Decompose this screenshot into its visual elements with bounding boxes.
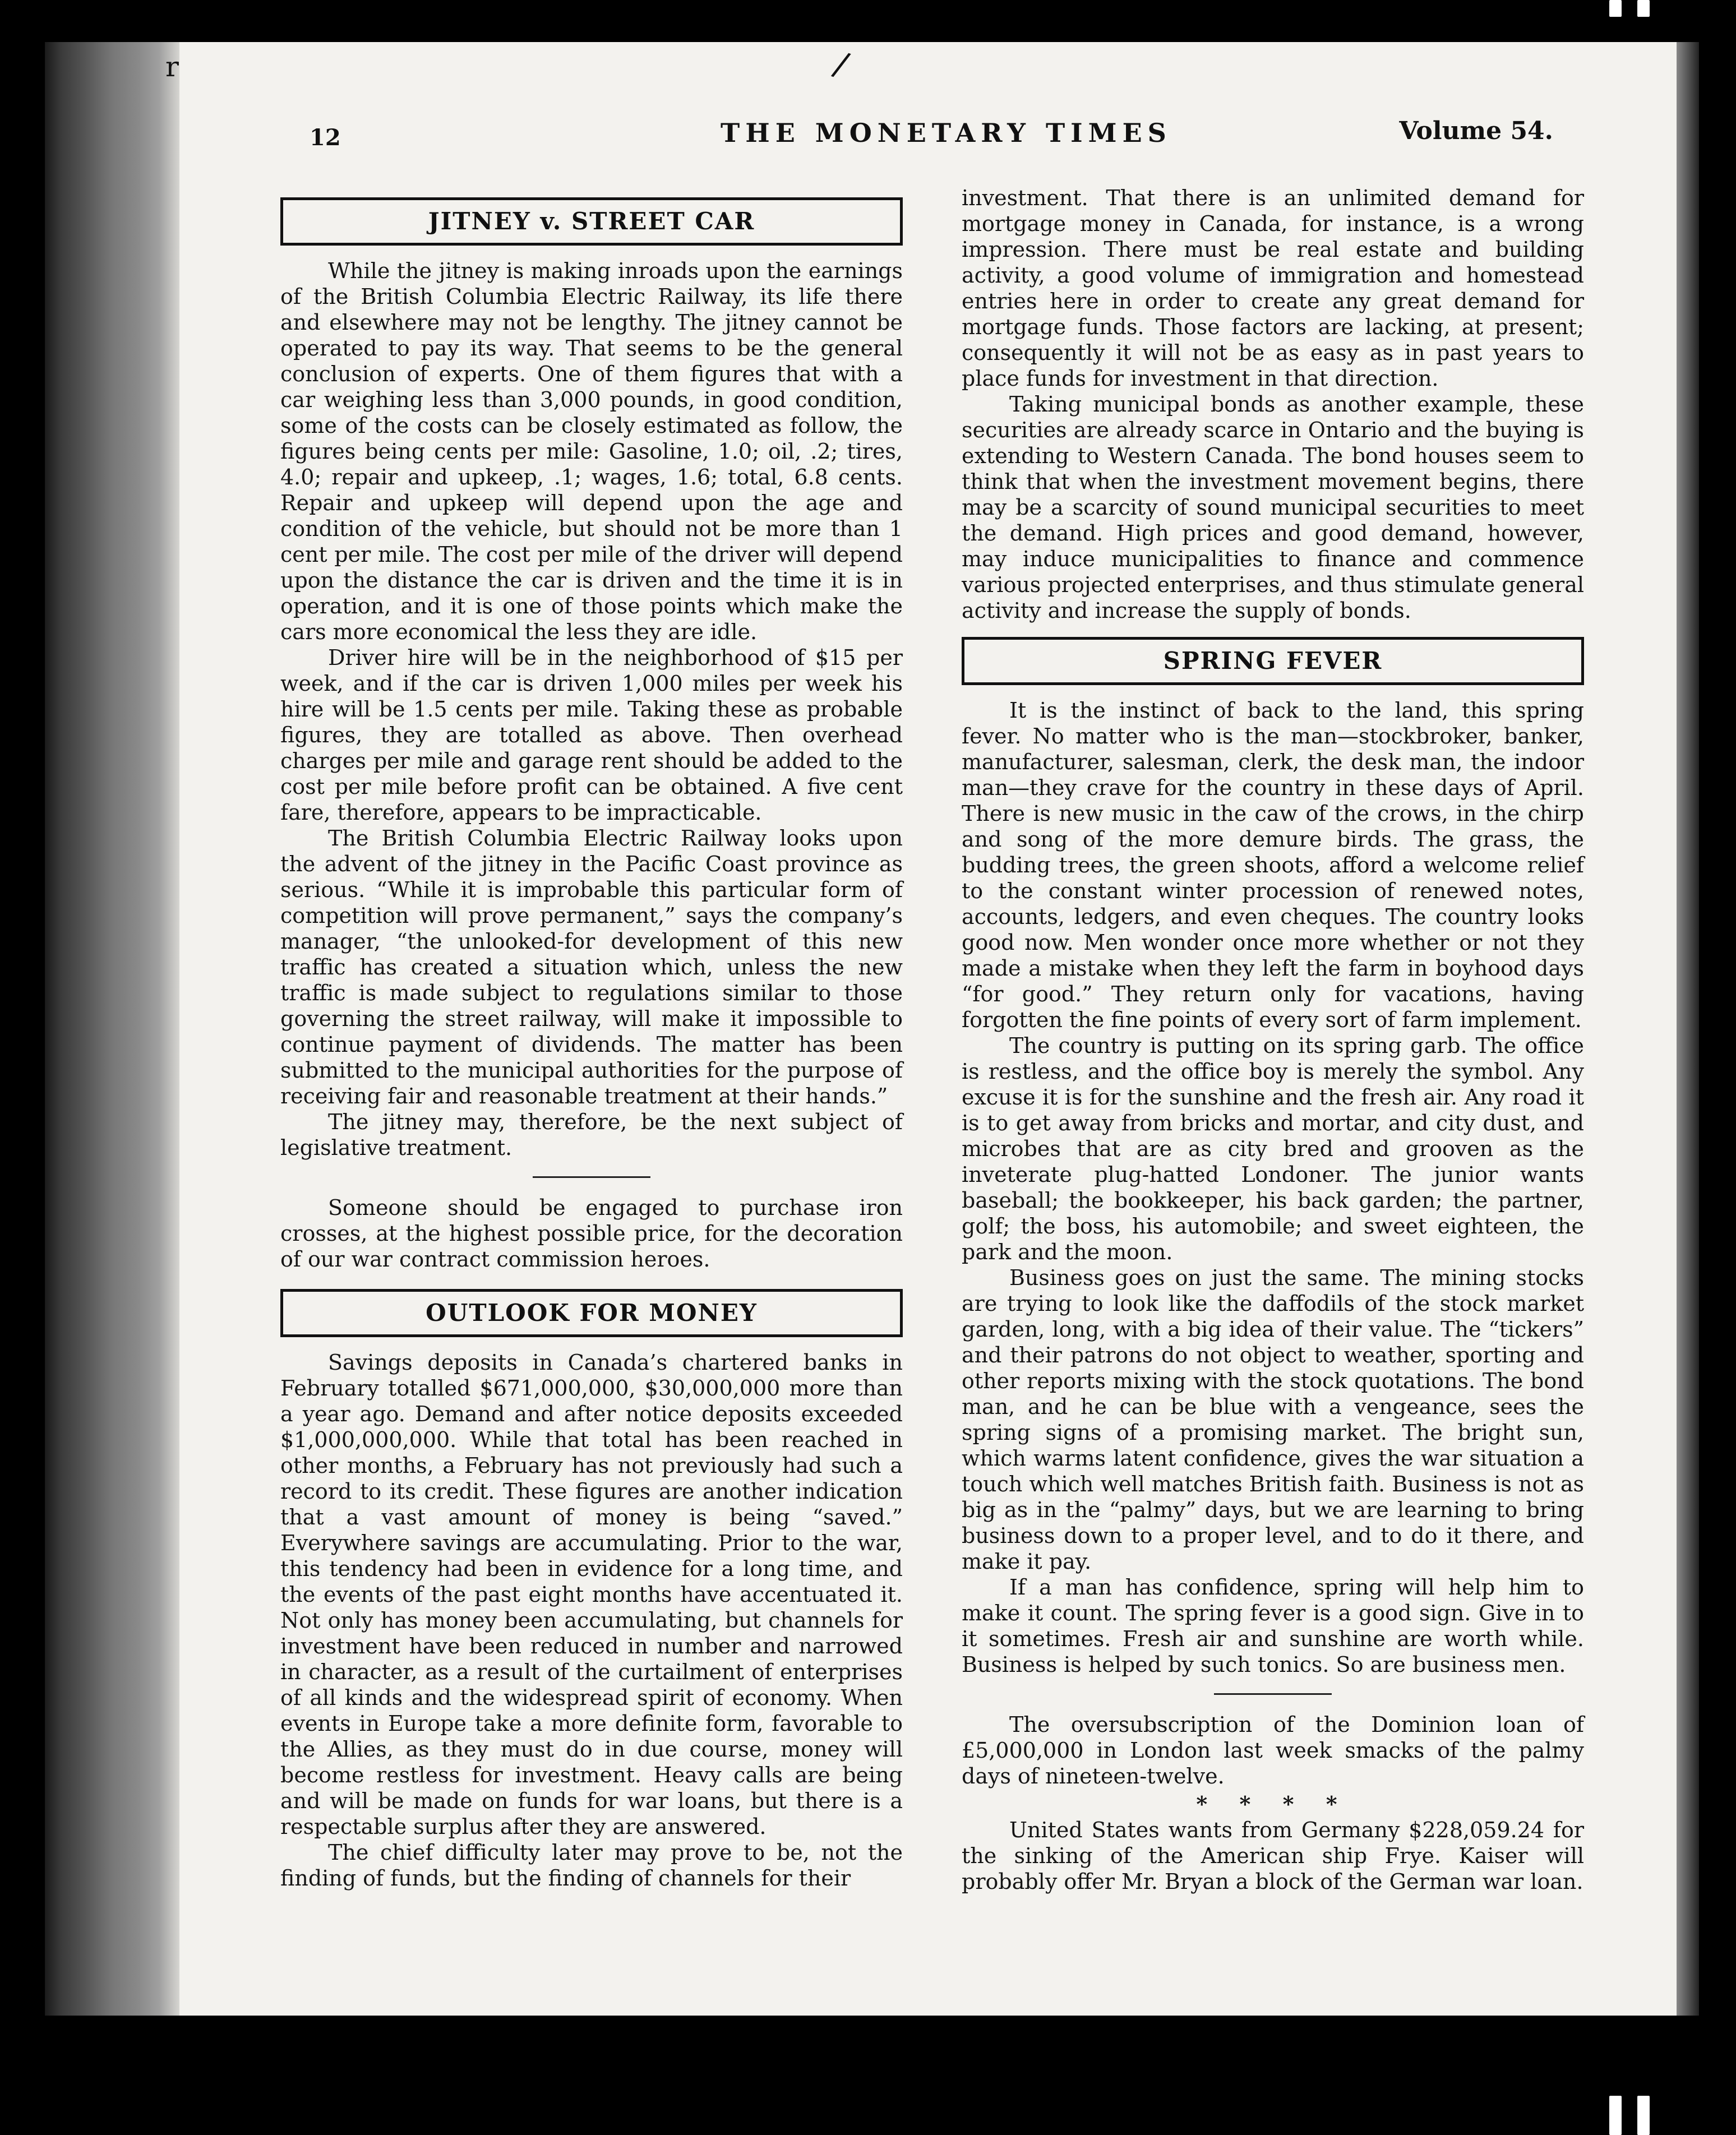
jitney-heading: JITNEY v. STREET CAR bbox=[428, 207, 755, 235]
outlook-heading-box bbox=[280, 1289, 903, 1337]
spring-paragraph: It is the instinct of back to the land, this spring fever. No matter who is the man—stockbroker, banker, manufacturer, salesman, clerk, the desk man, the indoor man—they crave for the country in these days of April. There is new music in the caw of the crows, in the chirp and song of the more demure birds. The grass, the budding trees, the green shoots, afford a welcome relief to the constant winter procession of renewed notes, accounts, ledgers, and even cheques. The country looks good now. Men wonder once more whether or not they made a mistake when they left the farm in boyhood days “for good.” They return only for vacations, having forgotten the fine points of every sort of farm implement. bbox=[962, 698, 1584, 1032]
film-strip-top bbox=[0, 0, 1736, 42]
publication-title: THE MONETARY TIMES bbox=[721, 118, 1172, 148]
spring-heading-box bbox=[962, 637, 1584, 685]
jitney-paragraph: The British Columbia Electric Railway looks upon the advent of the jitney in the Pacific Coast province as serious. “While it is improbable this particular form of competition will prove permanent,” says the company’s manager, “the unlooked-for development of this new traffic has created a situation which, unless the new traffic is made subject to regulations similar to those governing the street railway, will make it impossible to continue payment of dividends. The matter has been submitted to the municipal authorities for the purpose of receiving fair and reasonable treatment at their hands.” bbox=[280, 826, 903, 1108]
running-header bbox=[303, 117, 1592, 156]
film-perforation bbox=[1609, 0, 1622, 17]
loan-note: The oversubscription of the Dominion loan of £5,000,000 in London last week smacks of the palmy days of nineteen-twelve. bbox=[962, 1712, 1584, 1789]
film-perforation bbox=[1637, 2096, 1650, 2135]
outlook-heading: OUTLOOK FOR MONEY bbox=[426, 1299, 758, 1327]
outlook-continued-paragraph: investment. That there is an unlimited demand for mortgage money in Canada, for instance, is a wrong impression. There must be real estate and building activity, a good volume of immigration and homestead entries here in order to create any great demand for mortgage funds. Those factors are lacking, at present; consequently it will not be as easy as in past years to place funds for investment in that direction. bbox=[962, 186, 1584, 391]
jitney-paragraph: While the jitney is making inroads upon the earnings of the British Columbia Electric Railway, its life there and elsewhere may not be lengthy. The jitney cannot be operated to pay its way. That seems to be the general conclusion of experts. One of them figures that with a car weighing less than 3,000 pounds, in good condition, some of the costs can be closely estimated as follow, the figures being cents per mile: Gasoline, 1.0; oil, .2; tires, 4.0; repair and upkeep, .1; wages, 1.6; total, 6.8 cents. Repair and upkeep will depend upon the age and condition of the vehicle, but should not be more than 1 cent per mile. The cost per mile of the driver will depend upon the distance the car is driven and the time it is in operation, and it is one of those points which make the cars more economical the less they are idle. bbox=[280, 258, 903, 644]
section-divider bbox=[533, 1176, 650, 1178]
film-perforation bbox=[1609, 2096, 1622, 2135]
pencil-mark: r bbox=[165, 50, 179, 83]
outlook-paragraph: The chief difficulty later may prove to be, not the finding of funds, but the finding of channels for their bbox=[280, 1840, 903, 1891]
spring-paragraph: If a man has confidence, spring will help him to make it count. The spring fever is a good sign. Give in to it sometimes. Fresh air and sunshine are worth while. Business is helped by such tonics. So are business men. bbox=[962, 1575, 1584, 1677]
iron-crosses-note: Someone should be engaged to purchase iron crosses, at the highest possible price, for the decoration of our war contract commission heroes. bbox=[280, 1195, 903, 1272]
section-divider bbox=[1214, 1693, 1332, 1695]
jitney-paragraph: The jitney may, therefore, be the next subject of legislative treatment. bbox=[280, 1110, 903, 1160]
page-edge-shadow bbox=[1677, 42, 1699, 2016]
page-binding-shadow bbox=[45, 42, 179, 2016]
spring-paragraph: The country is putting on its spring garb. The office is restless, and the office boy is merely the symbol. Any excuse it is for the sunshine and the fresh air. Any road it is to get away from bricks and mortar, and city dust, and microbes that are as city bred and grooven as the inveterate plug-hatted Londoner. The junior wants baseball; the bookkeeper, his back garden; the partner, golf; the boss, his automobile; and sweet eighteen, the park and the moon. bbox=[962, 1033, 1584, 1264]
right-column bbox=[962, 185, 1584, 1894]
film-perforation bbox=[1637, 0, 1650, 17]
outlook-paragraph: Savings deposits in Canada’s chartered banks in February totalled $671,000,000, $30,000,000 more than a year ago. Demand and after notice deposits exceeded $1,000,000,000. While that total has been reached in other months, a February has not previously had such a record to its credit. These figures are another indication that a vast amount of money is being “saved.” Everywhere savings are accumulating. Prior to the war, this tendency had been in evidence for a long time, and the events of the past eight months have accentuated it. Not only has money been accumulating, but channels for investment have been reduced in number and narrowed in character, as a result of the curtailment of enterprises of all kinds and the widespread spirit of economy. When events in Europe take a more definite form, favorable to the Allies, as they must do in due course, money will become restless for investment. Heavy calls are being and will be made on funds for war loans, but there is a respectable surplus after they are answered. bbox=[280, 1350, 903, 1839]
spring-heading: SPRING FEVER bbox=[1163, 647, 1383, 674]
pencil-mark: / bbox=[829, 44, 853, 85]
spring-paragraph: Business goes on just the same. The mining stocks are trying to look like the daffodils of the stock market garden, long, with a big idea of their value. The “tickers” and their patrons do not object to weather, sporting and other reports mixing with the stock quotations. The bond man, and he can be blue with a vengeance, sees the spring signs of a promising market. The bright sun, which warms latent confidence, gives the war situation a touch which well matches British faith. Business is not as big as in the “palmy” days, but we are learning to bring business down to a proper level, and to do it there, and make it pay. bbox=[962, 1265, 1584, 1574]
page-number: 12 bbox=[310, 124, 341, 151]
frye-note: United States wants from Germany $228,059.24 for the sinking of the American ship Frye. Kaiser will probably offer Mr. Bryan a block of the German war loan. bbox=[962, 1818, 1584, 1894]
left-column bbox=[280, 185, 903, 1891]
separator-stars: * * * * bbox=[1196, 1791, 1350, 1817]
jitney-paragraph: Driver hire will be in the neighborhood of $15 per week, and if the car is driven 1,000 miles per week his hire will be 1.5 cents per mile. Taking these as probable figures, they are totalled as above. Then overhead charges per mile and garage rent should be added to the cost per mile before profit can be obtained. A five cent fare, therefore, appears to be impracticable. bbox=[280, 645, 903, 825]
jitney-heading-box bbox=[280, 197, 903, 246]
outlook-continued-paragraph: Taking municipal bonds as another example, these securities are already scarce in Ontario and the buying is extending to Western Canada. The bond houses seem to think that when the investment movement begins, there may be a scarcity of sound municipal securities to meet the demand. High prices and good demand, however, may induce municipalities to finance and commence various projected enterprises, and thus stimulate general activity and increase the supply of bonds. bbox=[962, 392, 1584, 623]
volume-label: Volume 54. bbox=[1399, 117, 1553, 145]
